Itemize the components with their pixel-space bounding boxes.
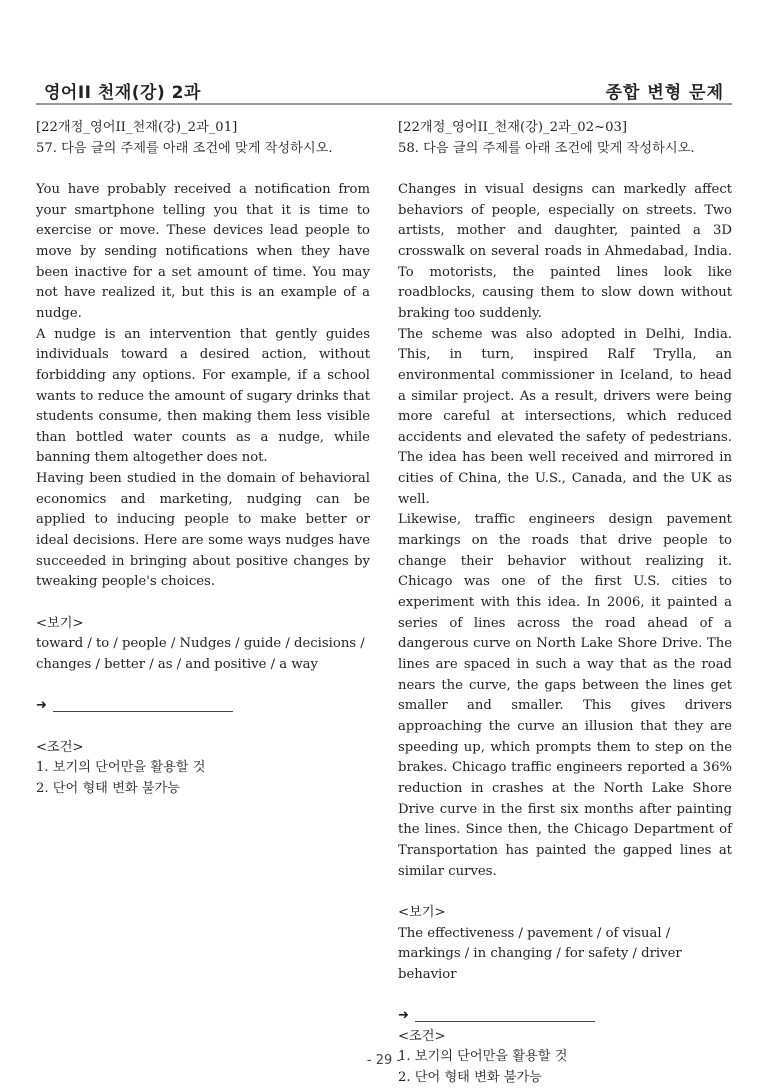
answer-line[interactable] [36, 696, 370, 717]
question-code: [22개정_영어II_천재(강)_2과_01] [36, 120, 238, 135]
condition-item: 1. 보기의 단어만을 활용할 것 [36, 760, 206, 776]
bogi-words: toward / to / people / Nudges / guide / decisions / changes / better / as / and positive / a way [36, 636, 365, 673]
condition-item: 2. 단어 형태 변화 불가능 [398, 1070, 543, 1086]
answer-line[interactable] [398, 1006, 732, 1027]
question-58 [398, 118, 732, 1089]
passage-paragraph: You have probably received a notification from your smartphone telling you that it is time to exercise or move. These devices lead people to move by sending notifications when they have been inactive for a set amount of time. You may not have realized it, but this is an example of a nudge. [36, 181, 370, 321]
bogi-label: <보기> [36, 615, 84, 631]
condition-label: <조건> [398, 1028, 446, 1044]
question-code: [22개정_영어II_천재(강)_2과_02~03] [398, 120, 628, 135]
passage-paragraph: Having been studied in the domain of behavioral economics and marketing, nudging can be applied to inducing people to make better or ideal decisions. Here are some ways nudges have succeeded in bringing about positive changes by tweaking people's choices. [36, 471, 370, 590]
passage-paragraph: A nudge is an intervention that gently guides individuals toward a desired action, without forbidding any options. For example, if a school wants to reduce the amount of sugary drinks that students consume, then making them less visible than bottled water counts as a nudge, while banning them altogether does not. [36, 326, 370, 466]
condition-item: 1. 보기의 단어만을 활용할 것 [398, 1049, 568, 1065]
question-57 [36, 118, 370, 800]
condition-item: 2. 단어 형태 변화 불가능 [36, 780, 181, 796]
header-title-right: 종합 변형 문제 [605, 83, 724, 103]
passage-paragraph: Changes in visual designs can markedly affect behaviors of people, especially on streets. Two artists, mother and daughter, painted a 3D crosswalk on several roads in Ahmedabad, India. To motorists, the painted lines look like roadblocks, causing them to slow down without braking too suddenly. [398, 181, 732, 321]
page-header [36, 78, 732, 102]
condition-label: <조건> [36, 739, 84, 755]
header-divider [36, 103, 732, 105]
question-prompt: 57. 다음 글의 주제를 아래 조건에 맞게 작성하시오. [36, 140, 333, 156]
question-prompt: 58. 다음 글의 주제를 아래 조건에 맞게 작성하시오. [398, 140, 695, 156]
page-number: - 29 - [366, 1053, 402, 1068]
bogi-words: The effectiveness / pavement / of visual / markings / in changing / for safety / driver behavior [398, 925, 682, 982]
arrow-icon: ➜ [36, 698, 47, 714]
passage-paragraph: Likewise, traffic engineers design pavement markings on the roads that drive people to change their behavior without realizing it. Chicago was one of the first U.S. cities to experiment with this idea. In 2006, it painted a series of lines across the road ahead of a dangerous curve on North Lake Shore Drive. The lines are spaced in such a way that as the road nears the curve, the gaps between the lines get smaller and smaller. This gives drivers approaching the curve an illusion that they are speeding up, which prompts them to step on the brakes. Chicago traffic engineers reported a 36% reduction in crashes at the North Lake Shore Drive curve in the first six months after painting the lines. Since then, the Chicago Department of Transportation has painted the gapped lines at similar curves. [398, 512, 732, 879]
passage-paragraph: The scheme was also adopted in Delhi, India. This, in turn, inspired Ralf Trylla, an environmental commissioner in Iceland, to head a similar project. As a result, drivers were being more careful at intersections, which reduced accidents and elevated the safety of pedestrians. The idea has been well received and mirrored in cities of China, the U.S., Canada, and the UK as well. [398, 326, 732, 507]
answer-blank[interactable] [415, 1011, 595, 1022]
answer-blank[interactable] [53, 701, 233, 712]
header-title-left: 영어II 천재(강) 2과 [44, 83, 201, 103]
bogi-label: <보기> [398, 904, 446, 920]
arrow-icon: ➜ [398, 1008, 409, 1024]
